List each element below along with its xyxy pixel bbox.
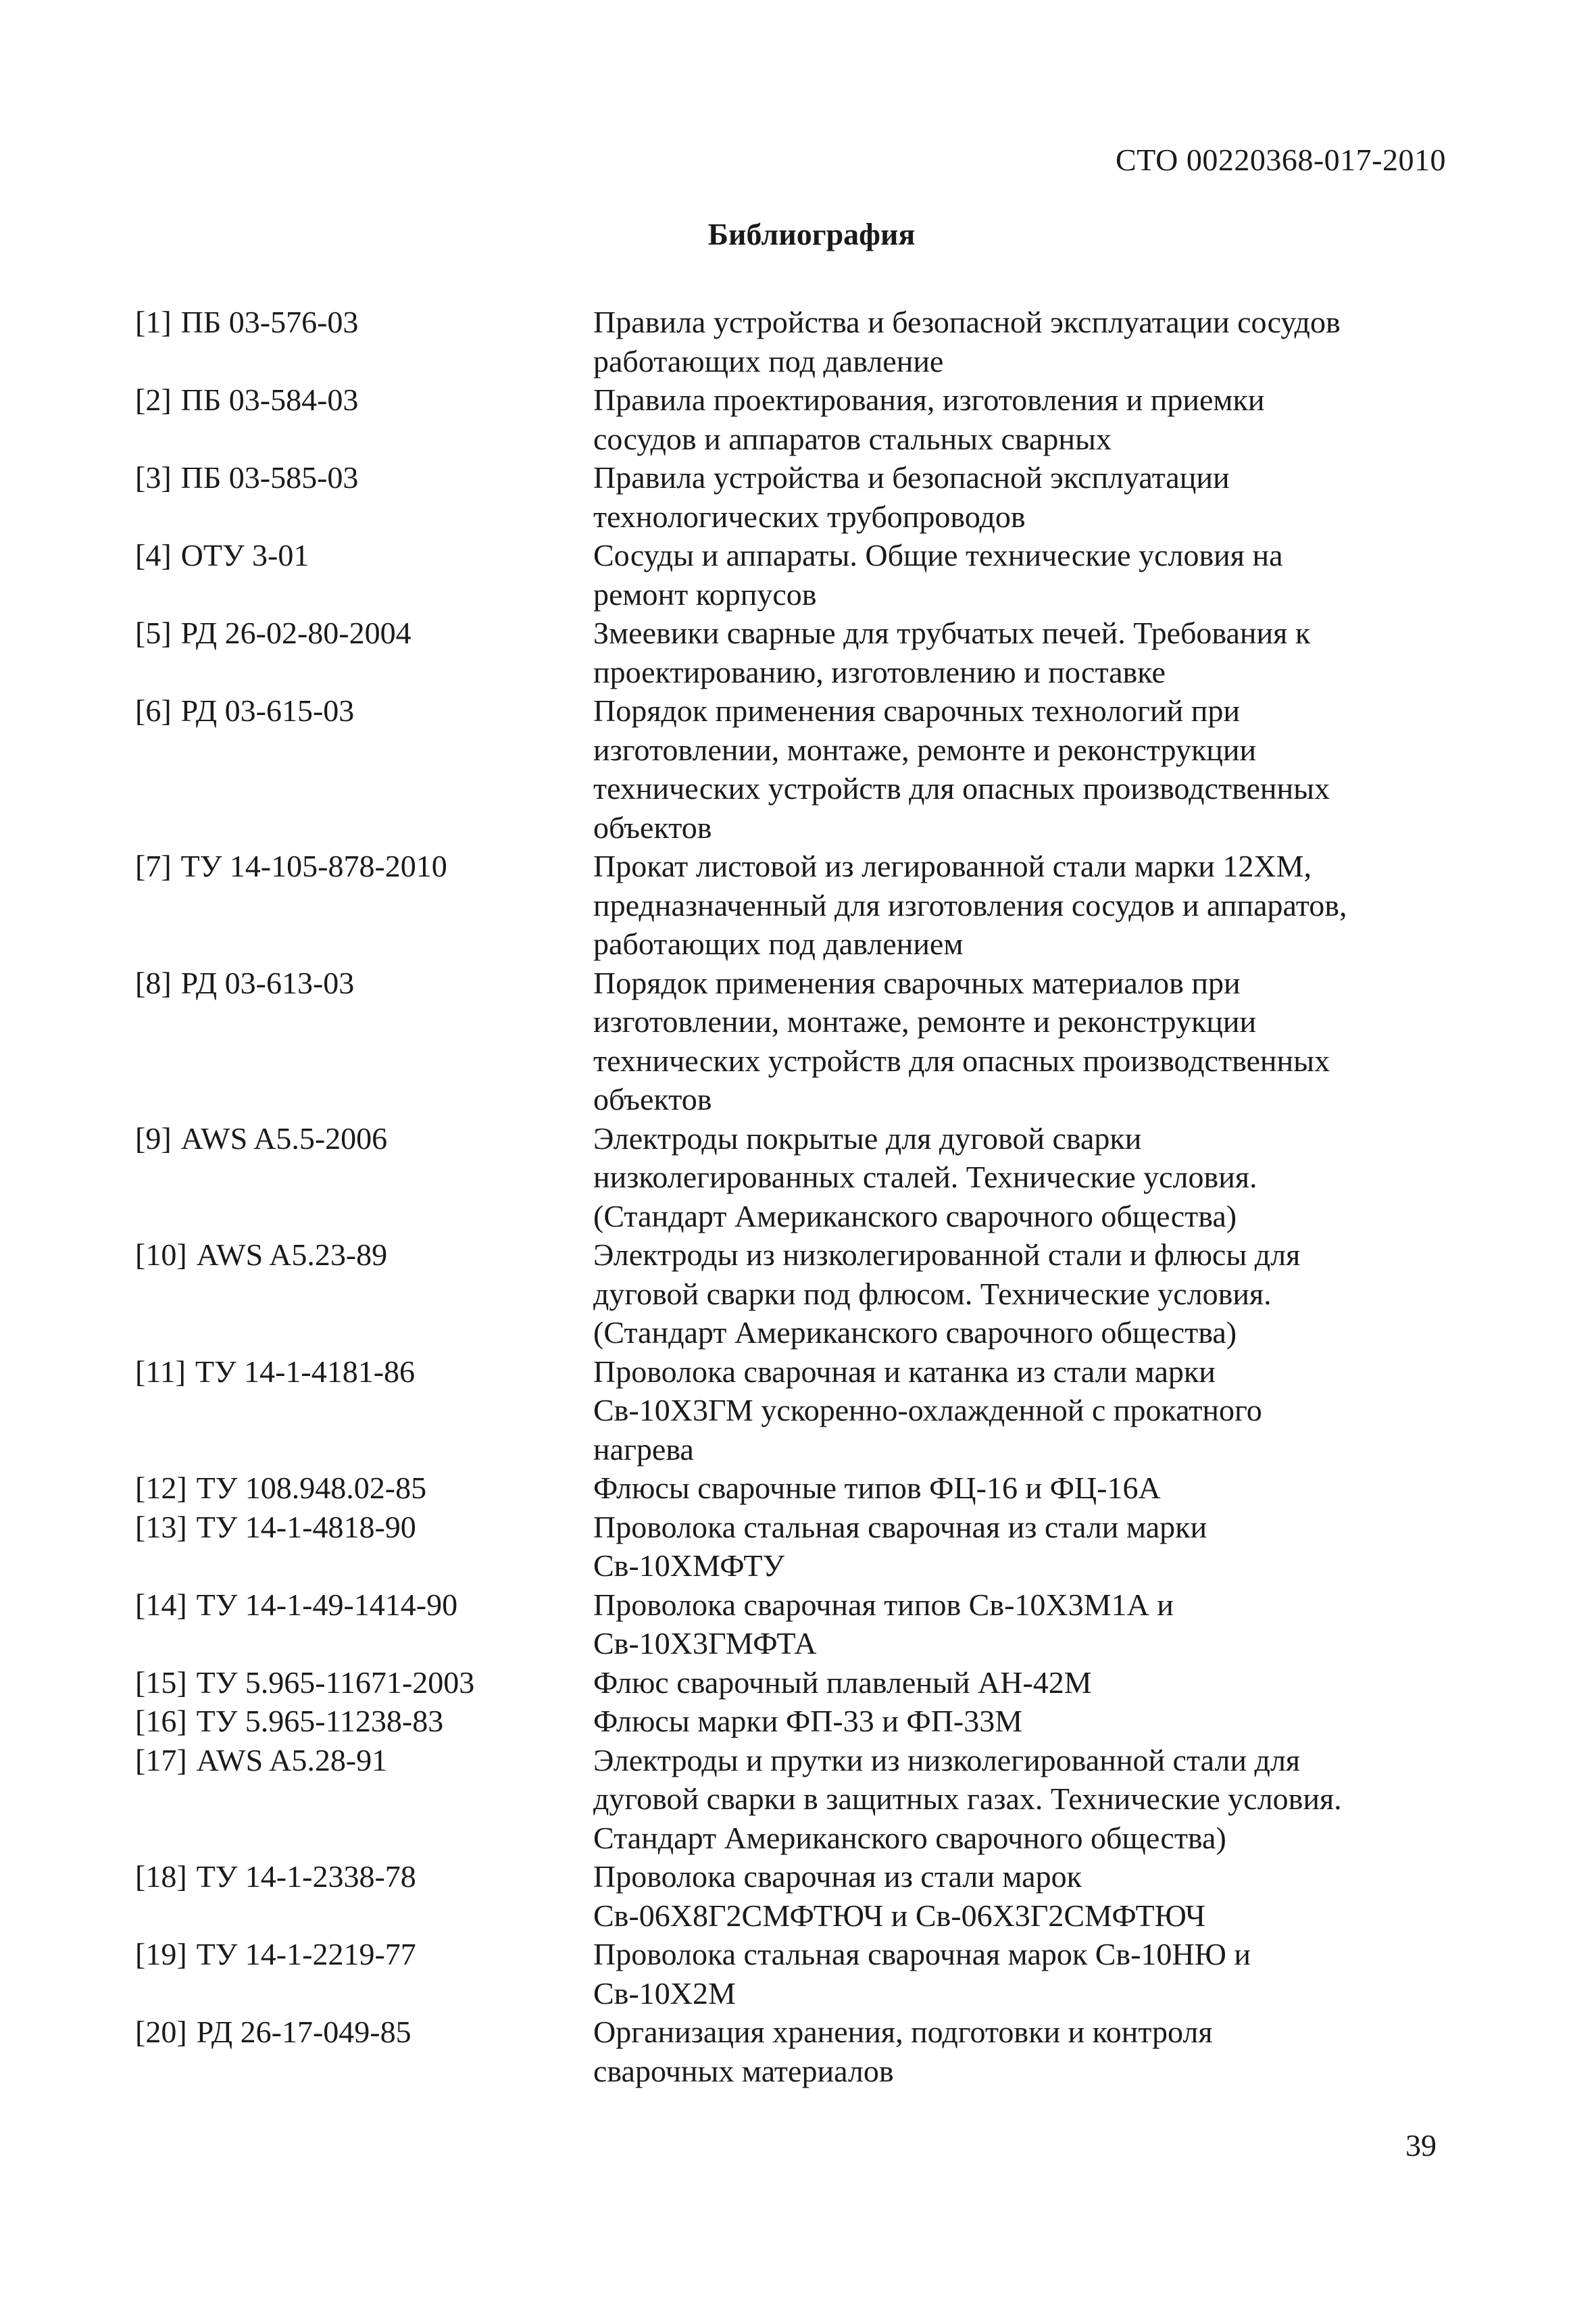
entry-title: Проволока стальная сварочная марок Св-10НЮ и Св-10Х2М	[593, 1937, 1251, 2011]
entry-number: [6]	[135, 693, 172, 728]
entry-title: Сосуды и аппараты. Общие технические условия на ремонт корпусов	[593, 538, 1283, 612]
entry-number: [10]	[135, 1237, 187, 1272]
entry-ref	[135, 1352, 593, 1469]
entry-number: [3]	[135, 460, 172, 495]
entry-title: Правила устройства и безопасной эксплуатации сосудов работающих под давление	[593, 305, 1341, 378]
entry-title: Флюсы марки ФП-33 и ФП-33М	[593, 1704, 1023, 1738]
bibliography-entry	[135, 964, 1453, 1119]
bibliography-entry	[135, 1235, 1453, 1352]
entry-title: Змеевики сварные для трубчатых печей. Требования к проектированию, изготовлению и поставке	[593, 616, 1311, 689]
entry-ref	[135, 536, 593, 614]
entry-number: [1]	[135, 305, 172, 339]
entry-code: РД 26-17-049-85	[196, 2015, 412, 2049]
entry-number: [20]	[135, 2015, 187, 2049]
entry-ref	[135, 964, 593, 1119]
entry-code: ОТУ 3-01	[180, 538, 309, 572]
entry-code: ТУ 14-1-4818-90	[196, 1509, 416, 1544]
entry-title: Проволока сварочная из стали марок Св-06Х8Г2СМФТЮЧ и Св-06Х3Г2СМФТЮЧ	[593, 1859, 1206, 1933]
bibliography-entry	[135, 303, 1453, 380]
page-title-text: Библиография	[707, 217, 916, 251]
entry-ref	[135, 1585, 593, 1663]
entry-code: РД 03-615-03	[180, 693, 355, 728]
entry-number: [8]	[135, 965, 172, 1000]
entry-title: Электроды покрытые для дуговой сварки низколегированных сталей. Технические условия. (Стандарт Американского сварочного общества)	[593, 1121, 1257, 1233]
entry-number: [14]	[135, 1587, 187, 1622]
entry-number: [13]	[135, 1509, 187, 1544]
entry-ref	[135, 303, 593, 380]
bibliography-entry	[135, 2013, 1453, 2090]
bibliography-entry	[135, 1702, 1453, 1741]
entry-code: ТУ 14-1-2219-77	[196, 1937, 416, 1971]
entry-title: Электроды и прутки из низколегированной стали для дуговой сварки в защитных газах. Технические условия. Стандарт Американского сварочного общества)	[593, 1742, 1342, 1855]
bibliography-entry	[135, 1935, 1453, 2013]
entry-code: ТУ 14-105-878-2010	[180, 849, 447, 883]
entry-title: Проволока сварочная и катанка из стали марки Св-10Х3ГМ ускоренно-охлажденной с прокатного нагрева	[593, 1354, 1262, 1467]
entry-title: Проволока сварочная типов Св-10Х3М1А и Св-10Х3ГМФТА	[593, 1587, 1174, 1660]
bibliography-entry	[135, 380, 1453, 458]
bibliography-entry	[135, 1469, 1453, 1508]
bibliography-list	[135, 303, 1453, 2090]
entry-code: ТУ 14-1-2338-78	[196, 1859, 416, 1894]
bibliography-entry	[135, 458, 1453, 536]
entry-code: ТУ 108.948.02-85	[196, 1471, 427, 1505]
entry-code: ТУ 14-1-49-1414-90	[196, 1587, 458, 1622]
entry-code: РД 03-613-03	[180, 965, 355, 1000]
entry-title: Электроды из низколегированной стали и флюсы для дуговой сварки под флюсом. Технические условия. (Стандарт Американского сварочного общества)	[593, 1237, 1301, 1350]
entry-code: AWS A5.5-2006	[180, 1121, 388, 1156]
entry-ref	[135, 1702, 593, 1741]
entry-ref	[135, 1508, 593, 1585]
page-number: 39	[1405, 2128, 1437, 2163]
entry-ref	[135, 847, 593, 964]
bibliography-entry	[135, 1119, 1453, 1236]
entry-number: [2]	[135, 383, 172, 417]
entry-title: Порядок применения сварочных технологий при изготовлении, монтаже, ремонте и реконструкции технических устройств для опасных производственных объектов	[593, 693, 1330, 845]
entry-code: ТУ 5.965-11238-83	[196, 1704, 444, 1738]
entry-title: Порядок применения сварочных материалов при изготовлении, монтаже, ремонте и реконструкции технических устройств для опасных производственных объектов	[593, 965, 1330, 1116]
bibliography-entry	[135, 1663, 1453, 1702]
bibliography-entry	[135, 1585, 1453, 1663]
entry-title: Правила устройства и безопасной эксплуатации технологических трубопроводов	[593, 460, 1230, 534]
entry-ref	[135, 614, 593, 691]
entry-number: [18]	[135, 1859, 187, 1894]
document-code: СТО 00220368-017-2010	[1115, 143, 1446, 177]
entry-number: [7]	[135, 849, 172, 883]
bibliography-entry	[135, 536, 1453, 614]
entry-title: Прокат листовой из легированной стали марки 12ХМ, предназначенный для изготовления сосудов и аппаратов, работающих под давлением	[593, 849, 1347, 961]
entry-number: [9]	[135, 1121, 172, 1156]
entry-code: AWS A5.23-89	[196, 1237, 388, 1272]
entry-code: ТУ 5.965-11671-2003	[196, 1665, 475, 1700]
bibliography-entry	[135, 1508, 1453, 1585]
entry-ref	[135, 691, 593, 847]
entry-ref	[135, 1741, 593, 1858]
entry-ref	[135, 1119, 593, 1236]
entry-ref	[135, 1469, 593, 1508]
entry-title: Флюс сварочный плавленый АН-42М	[593, 1665, 1092, 1700]
bibliography-entry	[135, 614, 1453, 691]
entry-number: [4]	[135, 538, 172, 572]
entry-title: Правила проектирования, изготовления и приемки сосудов и аппаратов стальных сварных	[593, 383, 1265, 456]
bibliography-entry	[135, 691, 1453, 847]
entry-ref	[135, 458, 593, 536]
bibliography-entry	[135, 1352, 1453, 1469]
entry-ref	[135, 1935, 593, 2013]
entry-number: [15]	[135, 1665, 187, 1700]
entry-number: [19]	[135, 1937, 187, 1971]
entry-code: ПБ 03-576-03	[180, 305, 359, 339]
entry-code: ТУ 14-1-4181-86	[195, 1354, 416, 1389]
entry-title: Флюсы сварочные типов ФЦ-16 и ФЦ-16А	[593, 1471, 1161, 1505]
entry-ref	[135, 1857, 593, 1935]
entry-ref	[135, 380, 593, 458]
entry-code: ПБ 03-585-03	[180, 460, 359, 495]
entry-number: [11]	[135, 1354, 186, 1389]
entry-number: [12]	[135, 1471, 187, 1505]
entry-code: AWS A5.28-91	[196, 1742, 388, 1777]
entry-number: [16]	[135, 1704, 187, 1738]
entry-code: РД 26-02-80-2004	[180, 616, 412, 650]
page-title	[0, 216, 1596, 252]
entry-code: ПБ 03-584-03	[180, 383, 359, 417]
bibliography-entry	[135, 1741, 1453, 1858]
entry-ref	[135, 1235, 593, 1352]
entry-number: [5]	[135, 616, 172, 650]
entry-ref	[135, 2013, 593, 2090]
bibliography-entry	[135, 847, 1453, 964]
entry-title: Организация хранения, подготовки и контроля сварочных материалов	[593, 2015, 1213, 2088]
entry-number: [17]	[135, 1742, 187, 1777]
entry-title: Проволока стальная сварочная из стали марки Св-10ХМФТУ	[593, 1509, 1207, 1583]
bibliography-entry	[135, 1857, 1453, 1935]
entry-ref	[135, 1663, 593, 1702]
